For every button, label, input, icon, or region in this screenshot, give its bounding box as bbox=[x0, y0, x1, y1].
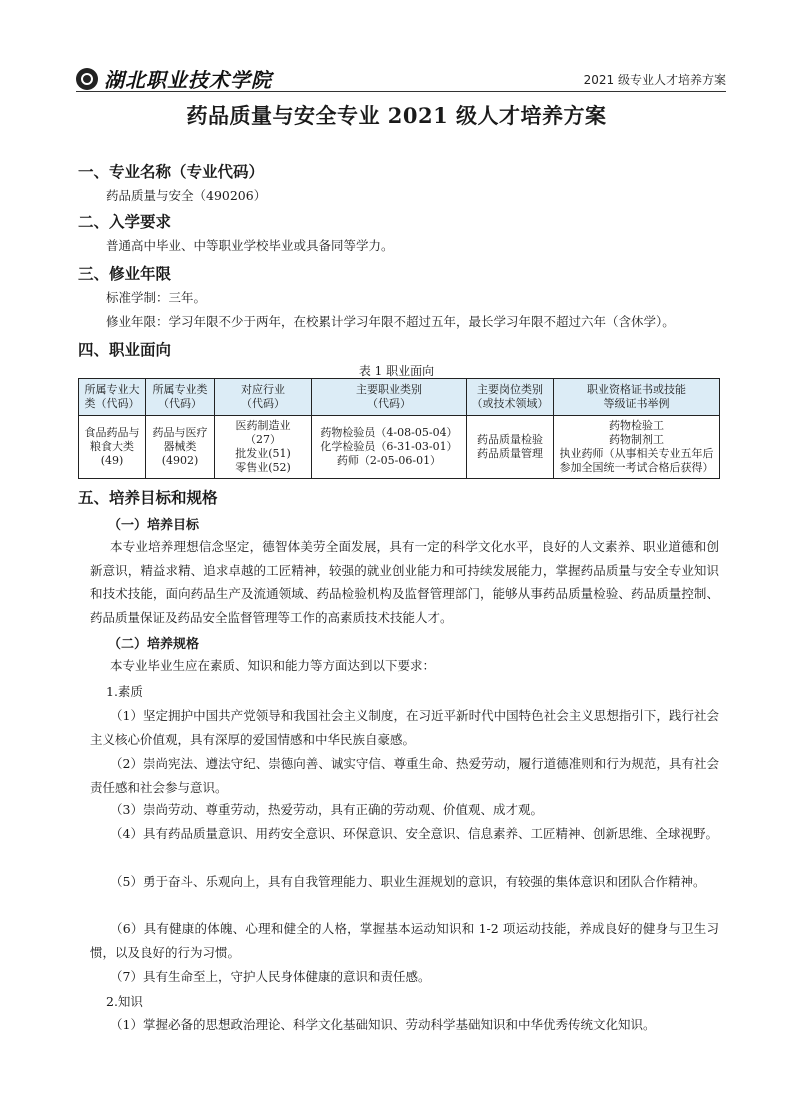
page-header bbox=[76, 62, 726, 92]
table-cell: 药品质量检验 药品质量管理 bbox=[467, 416, 554, 479]
school-logo-text: 湖北职业技术学院 bbox=[104, 68, 272, 92]
section-heading-5: 五、培养目标和规格 bbox=[78, 489, 218, 507]
school-seal-icon bbox=[76, 68, 98, 90]
header-cell: 所属专业大 类（代码） bbox=[79, 379, 146, 416]
header-cell: 职业资格证书或技能 等级证书举例 bbox=[554, 379, 720, 416]
header-cell: 对应行业 （代码） bbox=[215, 379, 312, 416]
quality-item-5: （5）勇于奋斗、乐观向上，具有自我管理能力、职业生涯规划的意识，有较强的集体意识和团队合作精神。 bbox=[110, 874, 706, 889]
quality-item-1: （1）坚定拥护中国共产党领导和我国社会主义制度，在习近平新时代中国特色社会主义思想指引下，践行社会主义核心价值观，具有深厚的爱国情感和中华民族自豪感。 bbox=[90, 708, 719, 747]
knowledge-item-1: （1）掌握必备的思想政治理论、科学文化基础知识、劳动科学基础知识和中华优秀传统文化知识。 bbox=[110, 1017, 656, 1032]
specs-intro: 本专业毕业生应在素质、知识和能力等方面达到以下要求： bbox=[110, 658, 436, 673]
table-cell: 药品与医疗 器械类 (4902) bbox=[146, 416, 215, 479]
quality-item-3: （3）崇尚劳动、尊重劳动，热爱劳动，具有正确的劳动观、价值观、成才观。 bbox=[110, 802, 543, 817]
standard-duration: 标准学制：三年。 bbox=[106, 290, 207, 305]
header-cell: 主要岗位类别 （或技术领域） bbox=[467, 379, 554, 416]
table-cell: 医药制造业 （27） 批发业(51) 零售业(52) bbox=[215, 416, 312, 479]
quality-item-4: （4）具有药品质量意识、用药安全意识、环保意识、安全意识、信息素养、工匠精神、创新思维、全球视野。 bbox=[110, 826, 718, 841]
major-name-code: 药品质量与安全（490206） bbox=[106, 188, 267, 203]
header-divider bbox=[76, 91, 726, 92]
table-cell: 药物检验工 药物制剂工 执业药师（从事相关专业五年后 参加全国统一考试合格后获得） bbox=[554, 416, 720, 479]
header-doc-title: 2021 级专业人才培养方案 bbox=[583, 73, 726, 87]
admission-requirement: 普通高中毕业、中等职业学校毕业或具备同等学力。 bbox=[106, 238, 394, 253]
subheading-goal: （一）培养目标 bbox=[108, 518, 200, 533]
document-title: 药品质量与安全专业 2021 级人才培养方案 bbox=[186, 103, 607, 128]
section-heading-4: 四、职业面向 bbox=[78, 341, 172, 359]
table-cell: 食品药品与 粮食大类 (49) bbox=[79, 416, 146, 479]
career-orientation-table bbox=[78, 378, 720, 479]
table-header-row bbox=[79, 379, 720, 416]
knowledge-heading: 2.知识 bbox=[106, 994, 143, 1009]
study-duration: 修业年限：学习年限不少于两年，在校累计学习年限不超过五年，最长学习年限不超过六年（含休学）。 bbox=[106, 314, 675, 329]
section-heading-2: 二、入学要求 bbox=[78, 213, 172, 231]
table-cell: 药物检验员（4-08-05-04） 化学检验员（6-31-03-01） 药师（2-05-06-01） bbox=[312, 416, 467, 479]
table-row bbox=[79, 416, 720, 479]
quality-item-7: （7）具有生命至上，守护人民身体健康的意识和责任感。 bbox=[110, 969, 431, 984]
table-caption: 表 1 职业面向 bbox=[358, 364, 435, 378]
quality-heading: 1.素质 bbox=[106, 684, 143, 699]
section-heading-1: 一、专业名称（专业代码） bbox=[78, 163, 265, 181]
section-heading-3: 三、修业年限 bbox=[78, 265, 172, 283]
header-cell: 所属专业类 （代码） bbox=[146, 379, 215, 416]
header-cell: 主要职业类别 （代码） bbox=[312, 379, 467, 416]
quality-item-6: （6）具有健康的体魄、心理和健全的人格，掌握基本运动知识和 1-2 项运动技能，养成良好的健身与卫生习惯，以及良好的行为习惯。 bbox=[90, 921, 719, 960]
subheading-specs: （二）培养规格 bbox=[108, 637, 200, 652]
training-goal-paragraph: 本专业培养理想信念坚定，德智体美劳全面发展，具有一定的科学文化水平，良好的人文素养、职业道德和创新意识，精益求精、追求卓越的工匠精神，较强的就业创业能力和可持续发展能力，掌握药品质量与安全专业知识和技术技能，面向药品生产及流通领域、药品检验机构及监督管理部门，能够从事药品质量检验、药品质量控制、药品质量保证及药品安全监督管理等工作的高素质技术技能人才。 bbox=[90, 539, 719, 625]
quality-item-2: （2）崇尚宪法、遵法守纪、崇德向善、诚实守信、尊重生命、热爱劳动，履行道德准则和行为规范，具有社会责任感和社会参与意识。 bbox=[90, 756, 719, 795]
school-logo bbox=[76, 64, 272, 93]
